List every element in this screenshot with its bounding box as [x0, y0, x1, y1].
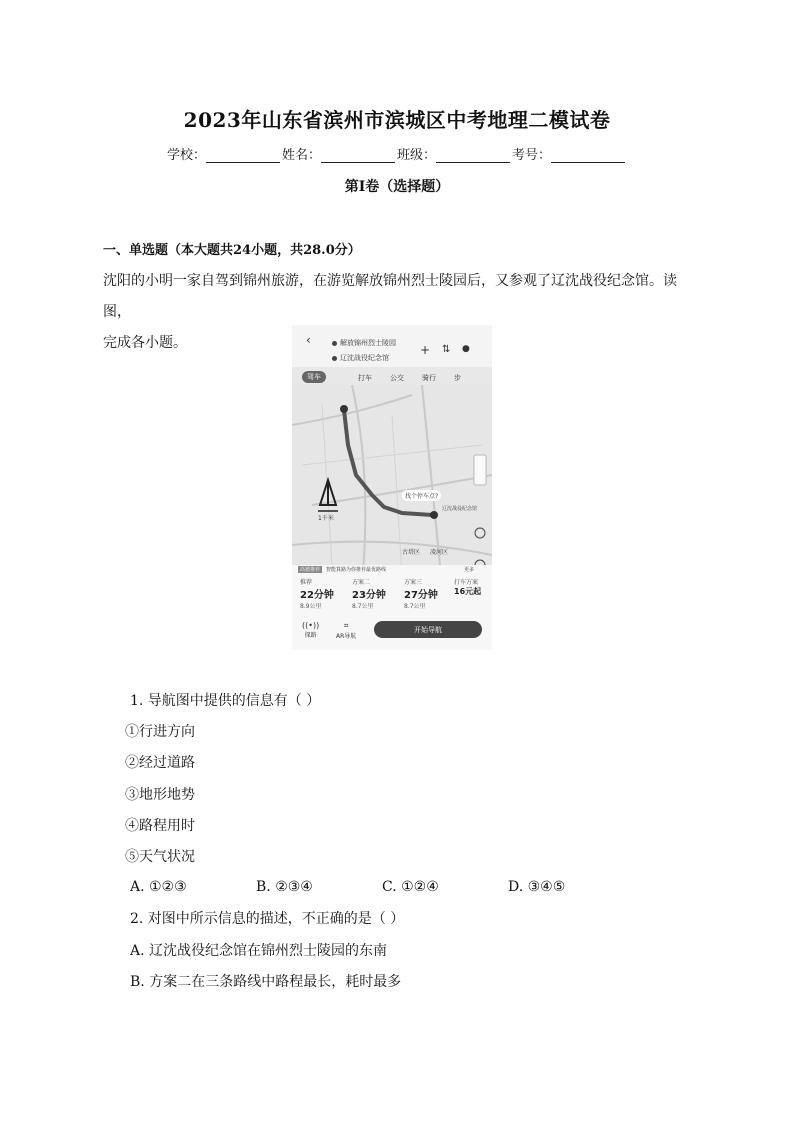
end-dot-icon: [332, 356, 337, 361]
intro-line-2: 完成各小题。: [103, 335, 187, 351]
district-label-linghe: 凌河区: [430, 549, 449, 556]
question-1-stem: 1. 导航图中提供的信息有（ ）: [130, 693, 321, 709]
student-info-line: [0, 144, 794, 163]
plan-taxi: [454, 577, 490, 597]
q1-option-b[interactable]: B. ②③④: [256, 879, 313, 895]
tab-taxi: 打车: [358, 374, 372, 382]
plan-time: 16元起: [454, 587, 482, 596]
number-label: 考号：: [512, 148, 552, 163]
plan-time: 22分钟: [300, 590, 334, 601]
name-label: 姓名：: [281, 148, 321, 163]
plan-name: 方案三: [404, 579, 423, 586]
plan-name: 方案二: [352, 579, 371, 586]
route-hint: 智能算路为你推荐最优路线: [326, 567, 387, 573]
route-plans-panel: [292, 565, 492, 650]
radar-label: 探路: [304, 632, 317, 639]
ar-button: [336, 621, 356, 640]
school-label: 学校：: [166, 148, 206, 163]
route-header: [292, 325, 492, 367]
route-map: [292, 385, 492, 585]
scale-label: 1千米: [318, 515, 334, 522]
tab-walk: 步: [454, 374, 461, 382]
q1-item-5: ⑤天气状况: [125, 849, 195, 865]
plan-two: [352, 577, 398, 610]
end-label: 辽沈战役纪念馆: [340, 354, 389, 362]
ar-icon: ⌗: [343, 621, 349, 630]
class-blank[interactable]: [436, 148, 510, 163]
q1-option-c[interactable]: C. ①②④: [382, 879, 439, 895]
plan-distance: 8.9公里: [300, 603, 322, 610]
start-point: [332, 338, 396, 348]
q1-item-1: ①行进方向: [125, 724, 195, 740]
radar-button: [302, 621, 319, 639]
more-link: 更多: [464, 567, 475, 573]
add-stop-icon: +: [420, 343, 431, 357]
voice-icon: ●: [462, 344, 470, 354]
start-dot-icon: [332, 341, 337, 346]
plan-name: 打车方案: [454, 579, 479, 586]
plan-distance: 8.7公里: [404, 603, 426, 610]
transport-tabs: [292, 371, 492, 385]
ar-label: AR导航: [336, 633, 357, 640]
school-blank[interactable]: [206, 148, 280, 163]
q1-item-4: ④路程用时: [125, 818, 195, 834]
navigation-screenshot: [292, 325, 492, 650]
back-icon: ‹: [306, 333, 311, 347]
number-blank[interactable]: [551, 148, 625, 163]
exam-title: 2023年山东省滨州市滨城区中考地理二模试卷: [183, 108, 611, 132]
class-label: 班级：: [397, 148, 437, 163]
q1-item-3: ③地形地势: [125, 787, 195, 803]
start-label: 解放锦州烈士陵园: [340, 339, 396, 347]
question-2-stem: 2. 对图中所示信息的描述，不正确的是（ ）: [130, 911, 405, 927]
q1-option-d[interactable]: D. ③④⑤: [508, 879, 566, 895]
destination-marker-label: 辽沈战役纪念馆: [442, 506, 478, 512]
volume-heading: 第I卷（选择题）: [344, 179, 450, 195]
tab-bus: 公交: [390, 374, 404, 382]
section-heading: 一、单选题（本大题共24小题，共28.0分）: [103, 243, 361, 258]
end-point: [332, 353, 389, 363]
start-navigation-button: 开始导航: [374, 621, 482, 638]
tab-drive: 驾车: [302, 371, 326, 383]
plan-three: [404, 577, 450, 610]
intro-line-1: 沈阳的小明一家自驾到锦州旅游，在游览解放锦州烈士陵园后，又参观了辽沈战役纪念馆。读图，: [103, 273, 677, 320]
tab-bike: 骑行: [422, 374, 436, 382]
plan-distance: 8.7公里: [352, 603, 374, 610]
name-blank[interactable]: [321, 148, 395, 163]
q2-option-b[interactable]: B. 方案二在三条路线中路程最长，耗时最多: [130, 974, 402, 990]
q1-item-2: ②经过道路: [125, 755, 195, 771]
plan-name: 推荐: [300, 579, 313, 586]
q2-option-a[interactable]: A. 辽沈战役纪念馆在锦州烈士陵园的东南: [130, 943, 388, 959]
plan-time: 27分钟: [404, 590, 438, 601]
parking-prompt: 找个停车点?: [402, 490, 441, 501]
recommend-badge: 高德推荐: [300, 567, 321, 573]
plan-time: 23分钟: [352, 590, 386, 601]
district-label-guta: 古塔区: [402, 549, 421, 556]
plan-recommended: [300, 577, 346, 610]
q1-option-a[interactable]: A. ①②③: [130, 879, 187, 895]
radar-icon: ((•)): [302, 621, 320, 630]
swap-icon: ⇅: [442, 344, 451, 355]
